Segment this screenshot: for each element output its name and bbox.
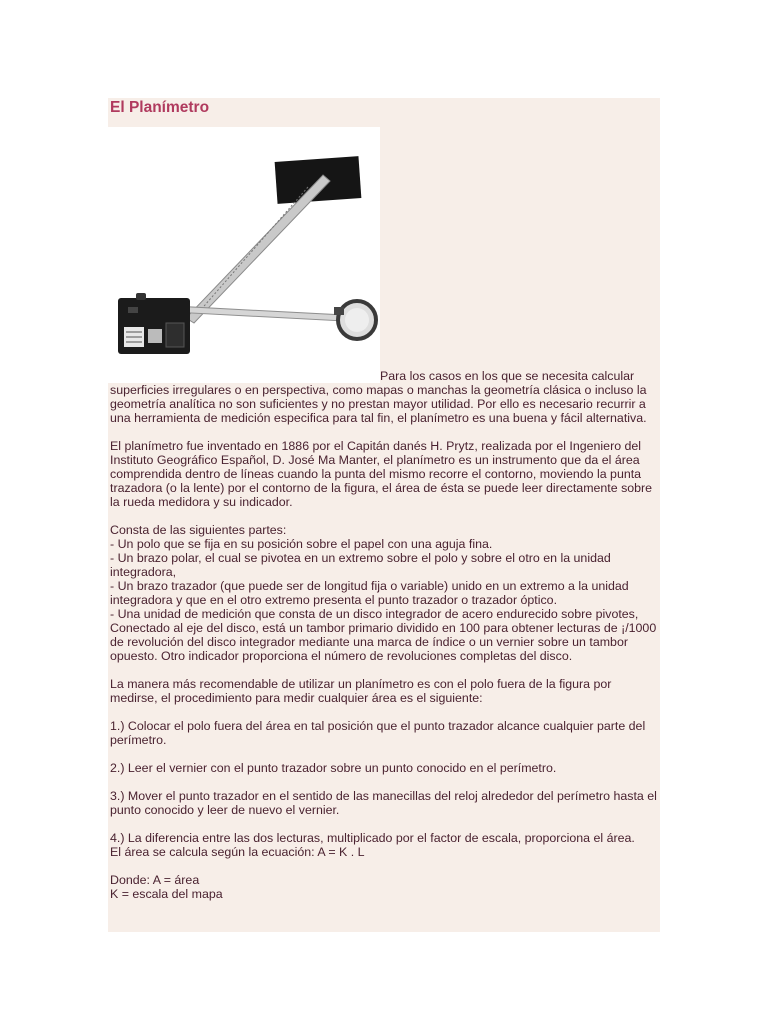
- article-title: El Planímetro: [110, 99, 210, 116]
- planimeter-photo: [108, 127, 380, 383]
- intro-paragraph: [110, 127, 658, 425]
- part-item: - Un polo que se fija en su posición sobre el papel con una aguja fina.: [110, 537, 493, 551]
- part-item: - Un brazo polar, el cual se pivotea en un extremo sobre el polo y sobre el otro en la unidad integradora,: [110, 551, 611, 579]
- history-paragraph: El planímetro fue inventado en 1886 por el Capitán danés H. Prytz, realizada por el Ingeniero del Instituto Geográfico Español, D. José Ma Manter, el planímetro es un instrumento que da el área comprendida dentro de líneas cuando la punta del mismo recorre el contorno, moviendo la punta trazadora (o la lente) por el contorno de la figura, el área de ésta se puede leer directamente sobre la rueda medidora y su indicador.: [110, 439, 653, 509]
- definition-k: K = escala del mapa: [110, 887, 223, 901]
- definition-a: Donde: A = área: [110, 873, 200, 887]
- definitions: [110, 873, 658, 901]
- step-1: 1.) Colocar el polo fuera del área en tal posición que el punto trazador alcance cualquier parte del perímetro.: [110, 719, 646, 747]
- intro-text: Para los casos en los que se necesita calcular superficies irregulares o en perspectiva, como mapas o manchas la geometría clásica o incluso la geometría analítica no son suficientes y no prestan mayor utilidad. Por ello es necesario recurrir a una herramienta de medición especifica para tal fin, el planímetro es una buena y fácil alternativa.: [110, 369, 647, 425]
- equation-text: El área se calcula según la ecuación: A = K . L: [110, 845, 365, 859]
- step-2: 2.) Leer el vernier con el punto trazador sobre un punto conocido en el perímetro.: [110, 761, 557, 775]
- part-item: - Un brazo trazador (que puede ser de longitud fija o variable) unido en un extremo a la unidad integradora y que en el otro extremo presenta el punto trazador o trazador óptico.: [110, 579, 629, 607]
- parts-heading: Consta de las siguientes partes:: [110, 523, 287, 537]
- parts-paragraph: [110, 523, 658, 663]
- procedure-intro: La manera más recomendable de utilizar un planímetro es con el polo fuera de la figura por medirse, el procedimiento para medir cualquier área es el siguiente:: [110, 677, 612, 705]
- step-3: 3.) Mover el punto trazador en el sentido de las manecillas del reloj alrededor del perímetro hasta el punto conocido y leer de nuevo el vernier.: [110, 789, 657, 817]
- article-panel: [108, 98, 660, 932]
- step-4-text: 4.) La diferencia entre las dos lecturas, multiplicado por el factor de escala, proporciona el área.: [110, 831, 635, 845]
- step-4: [110, 831, 658, 859]
- part-item: - Una unidad de medición que consta de un disco integrador de acero endurecido sobre pivotes, Conectado al eje del disco, está un tambor primario dividido en 100 para obtener lecturas de ¡/1000 de revolución del disco integrador mediante una marca de índice o un vernier sobre un tambor opuesto. Otro indicador proporciona el número de revoluciones completas del disco.: [110, 607, 657, 663]
